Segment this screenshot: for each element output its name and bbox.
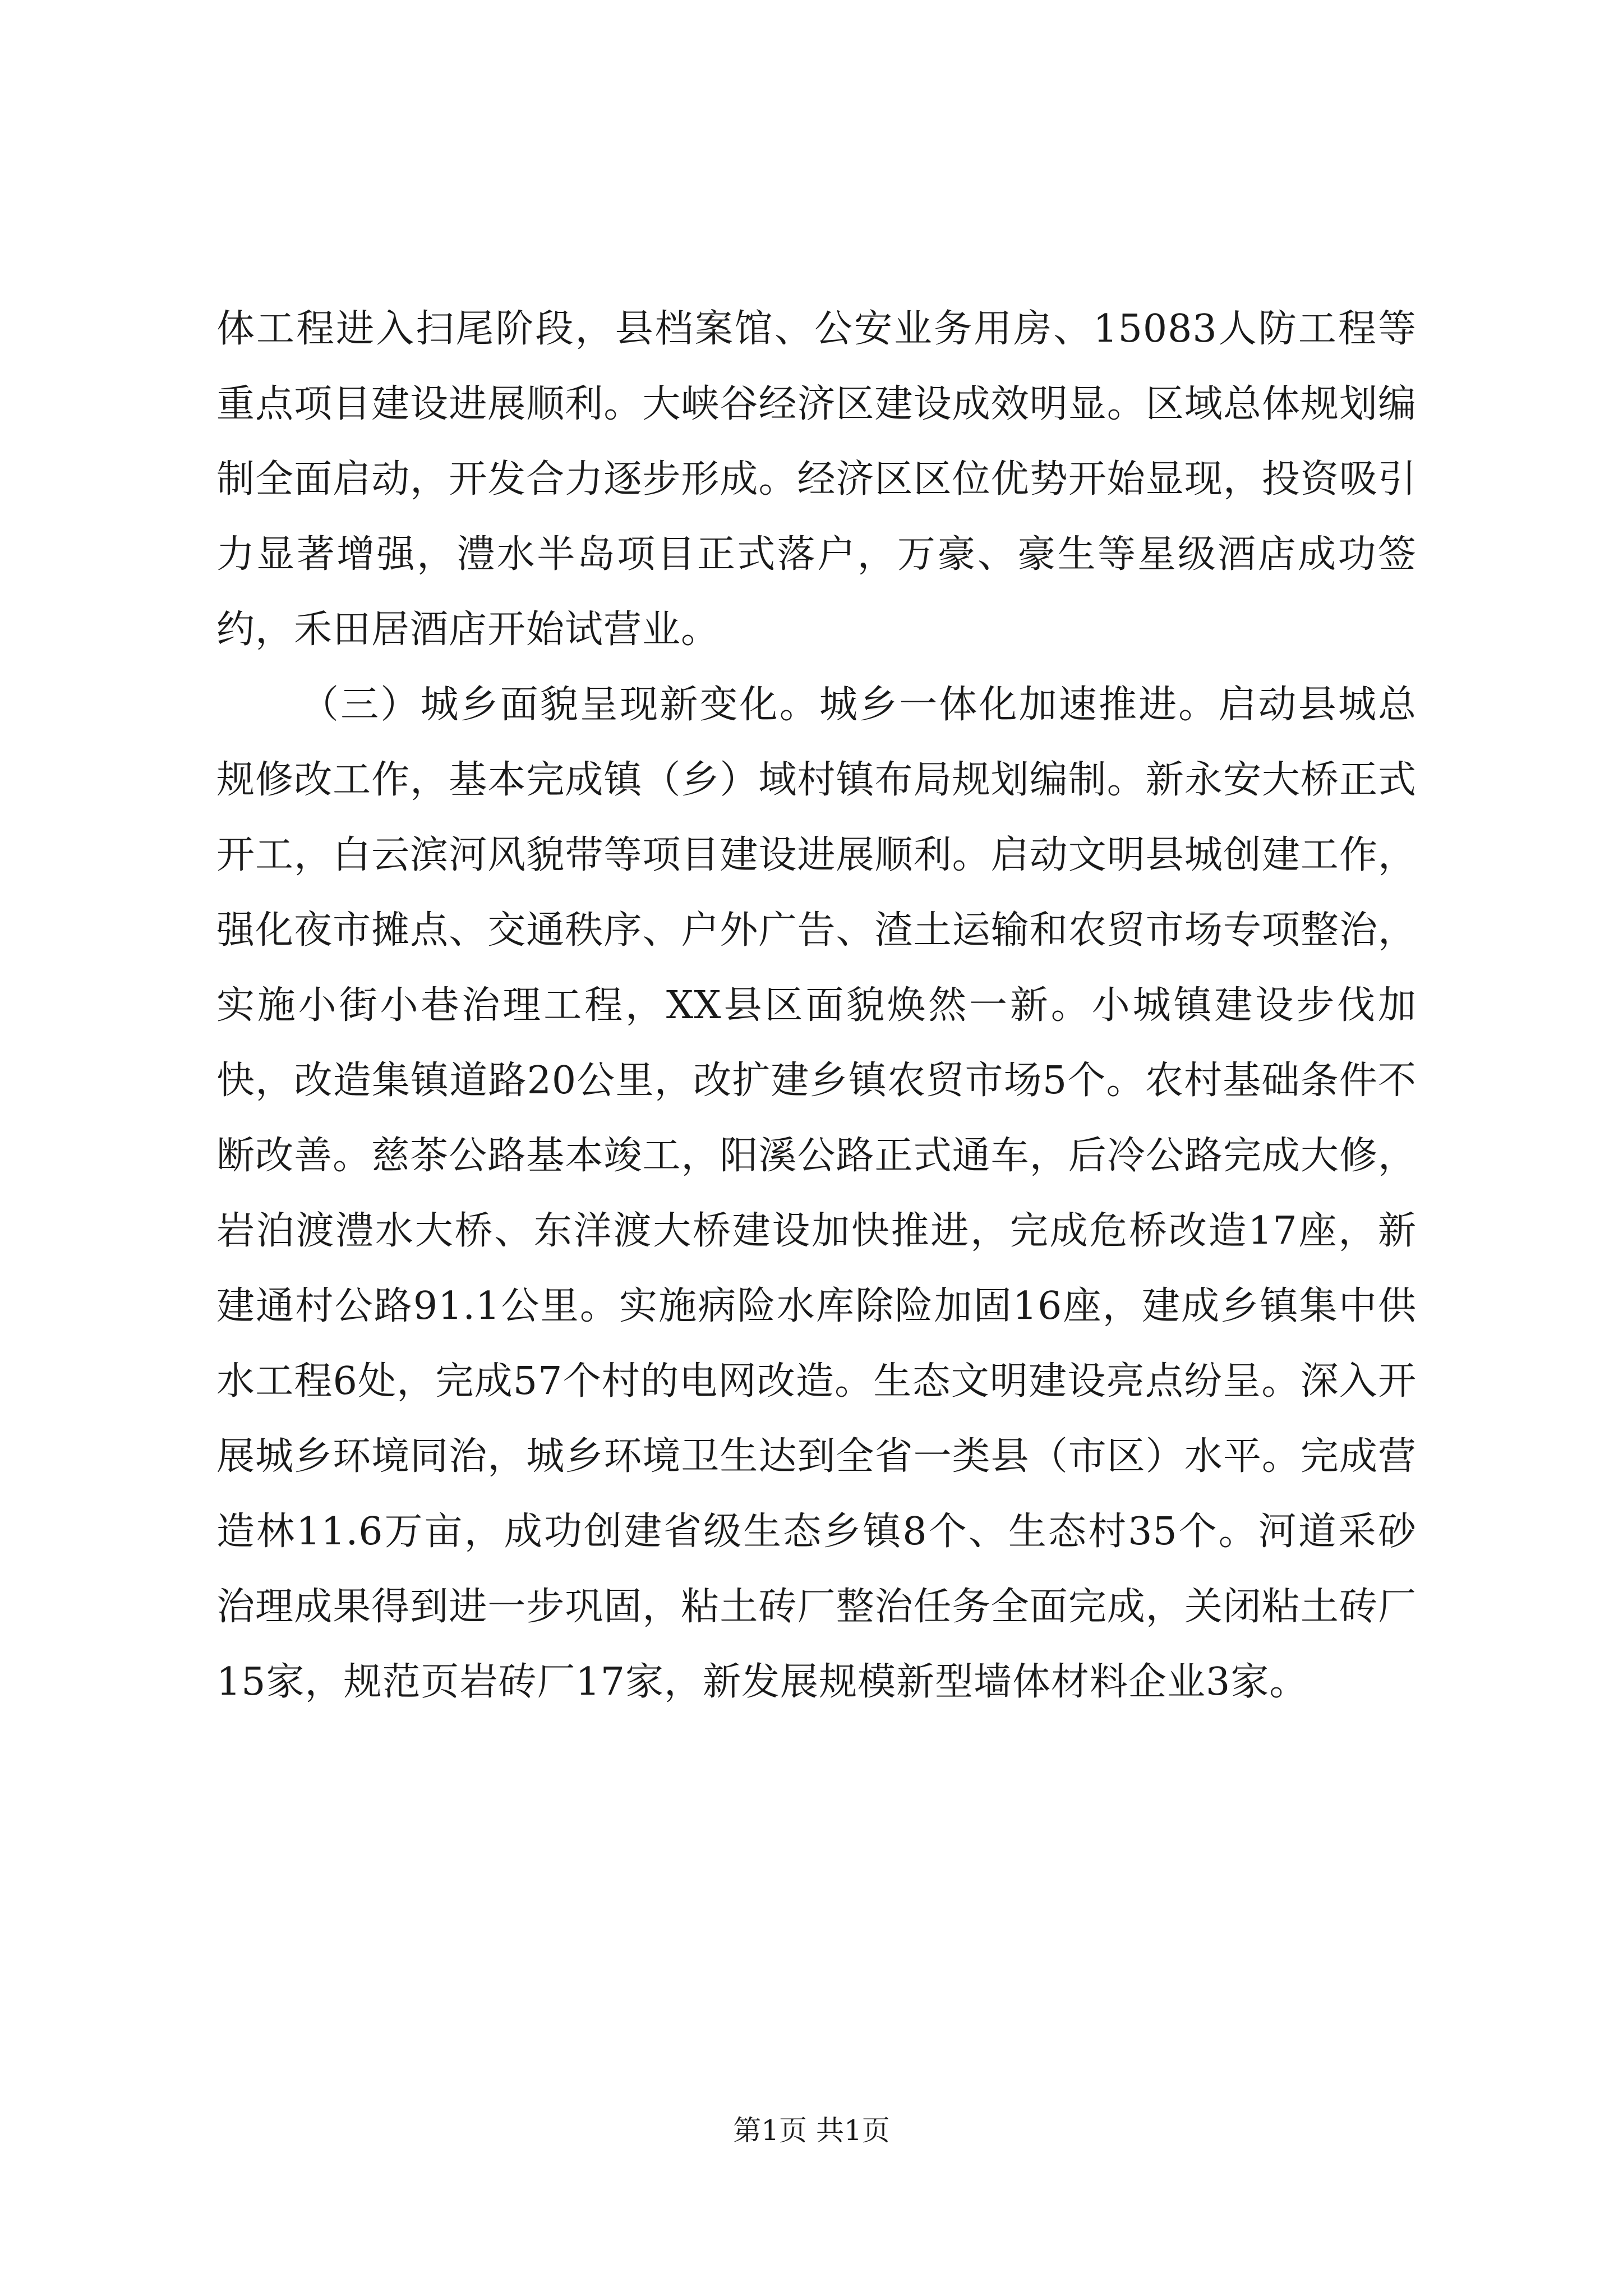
page-footer: 第1页 共1页: [733, 2114, 890, 2147]
paragraph-continued: 体工程进入扫尾阶段，县档案馆、公安业务用房、15083人防工程等重点项目建设进展顺利。大峡谷经济区建设成效明显。区域总体规划编制全面启动，开发合力逐步形成。经济区区位优势开始显现，投资吸引力显著增强，澧水半岛项目正式落户，万豪、豪生等星级酒店成功签约，禾田居酒店开始试营业。: [216, 307, 1417, 652]
document-body: [216, 292, 1417, 1720]
paragraph-urban-rural: （三）城乡面貌呈现新变化。城乡一体化加速推进。启动县城总规修改工作，基本完成镇（乡）域村镇布局规划编制。新永安大桥正式开工，白云滨河风貌带等项目建设进展顺利。启动文明县城创建工作，强化夜市摊点、交通秩序、户外广告、渣土运输和农贸市场专项整治，实施小街小巷治理工程，XX县区面貌焕然一新。小城镇建设步伐加快，改造集镇道路20公里，改扩建乡镇农贸市场5个。农村基础条件不断改善。慈茶公路基本竣工，阳溪公路正式通车，后冷公路完成大修，岩泊渡澧水大桥、东洋渡大桥建设加快推进，完成危桥改造17座，新建通村公路91.1公里。实施病险水库除险加固16座，建成乡镇集中供水工程6处，完成57个村的电网改造。生态文明建设亮点纷呈。深入开展城乡环境同治，城乡环境卫生达到全省一类县（市区）水平。完成营造林11.6万亩，成功创建省级生态乡镇8个、生态村35个。河道采砂治理成果得到进一步巩固，粘土砖厂整治任务全面完成，关闭粘土砖厂15家，规范页岩砖厂17家，新发展规模新型墙体材料企业3家。: [216, 683, 1417, 1704]
